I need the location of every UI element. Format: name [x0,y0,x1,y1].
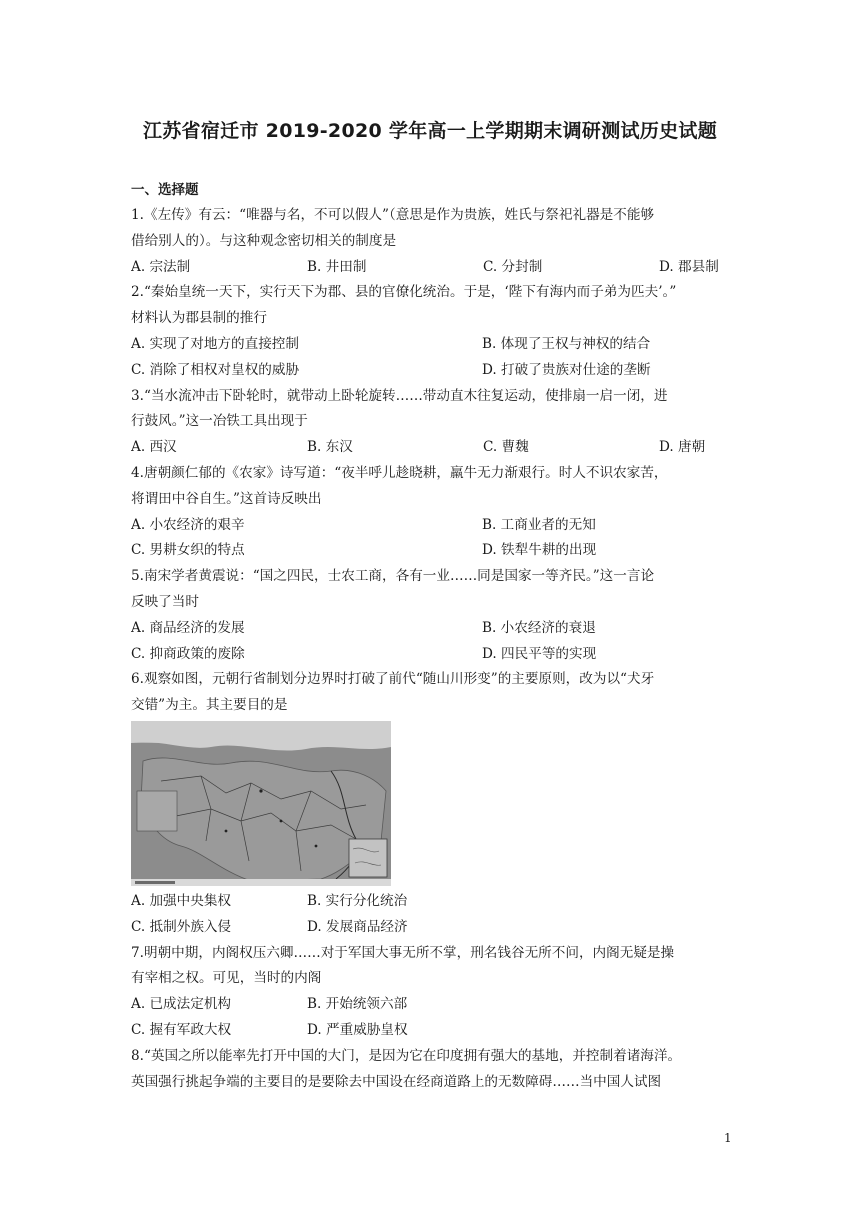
option-b: B. 井田制 [307,258,367,275]
option-c: C. 抵制外族入侵 [131,918,232,935]
question-7-options-row-1 [131,992,733,1018]
yuan-province-map-figure [131,719,733,889]
question-2-text-line-2: 材料认为郡县制的推行 [131,310,267,327]
question-5-options-row-1 [131,616,733,642]
option-b: B. 工商业者的无知 [482,516,596,533]
option-d: D. 郡县制 [659,258,719,275]
section-heading: 一、选择题 [131,182,199,198]
option-d: D. 唐朝 [659,439,706,456]
question-2-text-line-1: 2.“秦始皇统一天下，实行天下为郡、县的官僚化统治。于是，‘陛下有海内而子弟为匹夫’。” [131,284,677,301]
question-2-options-row-1 [131,332,733,358]
question-3-text-line-1: 3.“当水流冲击下卧轮时，就带动上卧轮旋转……带动直木往复运动，使排扇一启一闭，进 [131,387,668,404]
question-6-options-row-2 [131,915,733,941]
question-1-text-line-2: 借给别人的）。与这种观念密切相关的制度是 [131,232,397,249]
option-b: B. 东汉 [307,439,353,456]
option-a: A. 宗法制 [131,258,191,275]
option-a: A. 小农经济的艰辛 [131,516,245,533]
question-4-options-row-2 [131,538,733,564]
yuan-dynasty-map-image [131,721,391,886]
option-d: D. 打破了贵族对仕途的垄断 [482,361,651,378]
question-2-options-row-2 [131,358,733,384]
page-title: 江苏省宿迁市 2019-2020 学年高一上学期期末调研测试历史试题 [142,120,718,142]
option-a: A. 实现了对地方的直接控制 [131,335,299,352]
question-7-text-line-2: 有宰相之权。可见，当时的内阁 [131,970,322,987]
option-b: B. 开始统领六部 [307,996,408,1013]
question-7-options-row-2 [131,1018,733,1044]
option-b: B. 小农经济的衰退 [482,619,596,636]
question-3-text-line-2: 行鼓风。”这一冶铁工具出现于 [131,413,308,430]
question-4-text-line-2: 将谓田中谷自生。”这首诗反映出 [131,490,322,507]
option-c: C. 曹魏 [483,439,529,456]
option-d: D. 铁犁牛耕的出现 [482,542,597,559]
option-b: B. 实行分化统治 [307,892,408,909]
question-7-text-line-1: 7.明朝中期，内阁权压六卿……对于军国大事无所不掌，刑名钱谷无所不问，内阁无疑是操 [131,944,675,961]
question-5-text-line-1: 5.南宋学者黄震说：“国之四民，士农工商，各有一业……同是国家一等齐民。”这一言论 [131,568,655,585]
option-d: D. 四民平等的实现 [482,645,597,662]
option-d: D. 发展商品经济 [307,918,408,935]
question-6-text-line-2: 交错”为主。其主要目的是 [131,697,288,714]
option-c: C. 握有军政大权 [131,1021,232,1038]
question-8-text-line-2: 英国强行挑起争端的主要目的是要除去中国设在经商道路上的无数障碍……当中国人试图 [131,1073,662,1090]
option-c: C. 分封制 [483,258,543,275]
question-4-options-row-1 [131,513,733,539]
question-4-text-line-1: 4.唐朝颜仁郁的《农家》诗写道：“夜半呼儿趁晓耕，羸牛无力渐艰行。时人不识农家苦， [131,464,668,481]
question-list [131,203,733,1095]
option-c: C. 男耕女织的特点 [131,542,245,559]
option-d: D. 严重威胁皇权 [307,1021,408,1038]
option-a: A. 西汉 [131,439,177,456]
question-6-text-line-1: 6.观察如图，元朝行省制划分边界时打破了前代“随山川形变”的主要原则，改为以“犬牙 [131,671,655,688]
option-b: B. 体现了王权与神权的结合 [482,335,651,352]
question-1-options [131,255,733,281]
question-5-options-row-2 [131,642,733,668]
option-c: C. 消除了相权对皇权的威胁 [131,361,300,378]
question-3-options [131,435,733,461]
option-a: A. 商品经济的发展 [131,619,245,636]
question-1-text-line-1: 1.《左传》有云：“唯器与名，不可以假人”（意思是作为贵族，姓氏与祭祀礼器是不能够 [131,207,655,223]
option-c: C. 抑商政策的废除 [131,645,245,662]
option-a: A. 加强中央集权 [131,892,232,909]
option-a: A. 已成法定机构 [131,996,232,1013]
question-8-text-line-1: 8.“英国之所以能率先打开中国的大门，是因为它在印度拥有强大的基地，并控制着诸海洋。 [131,1047,682,1064]
page-number: 1 [724,1131,732,1145]
question-6-options-row-1 [131,889,733,915]
question-5-text-line-2: 反映了当时 [131,593,199,610]
